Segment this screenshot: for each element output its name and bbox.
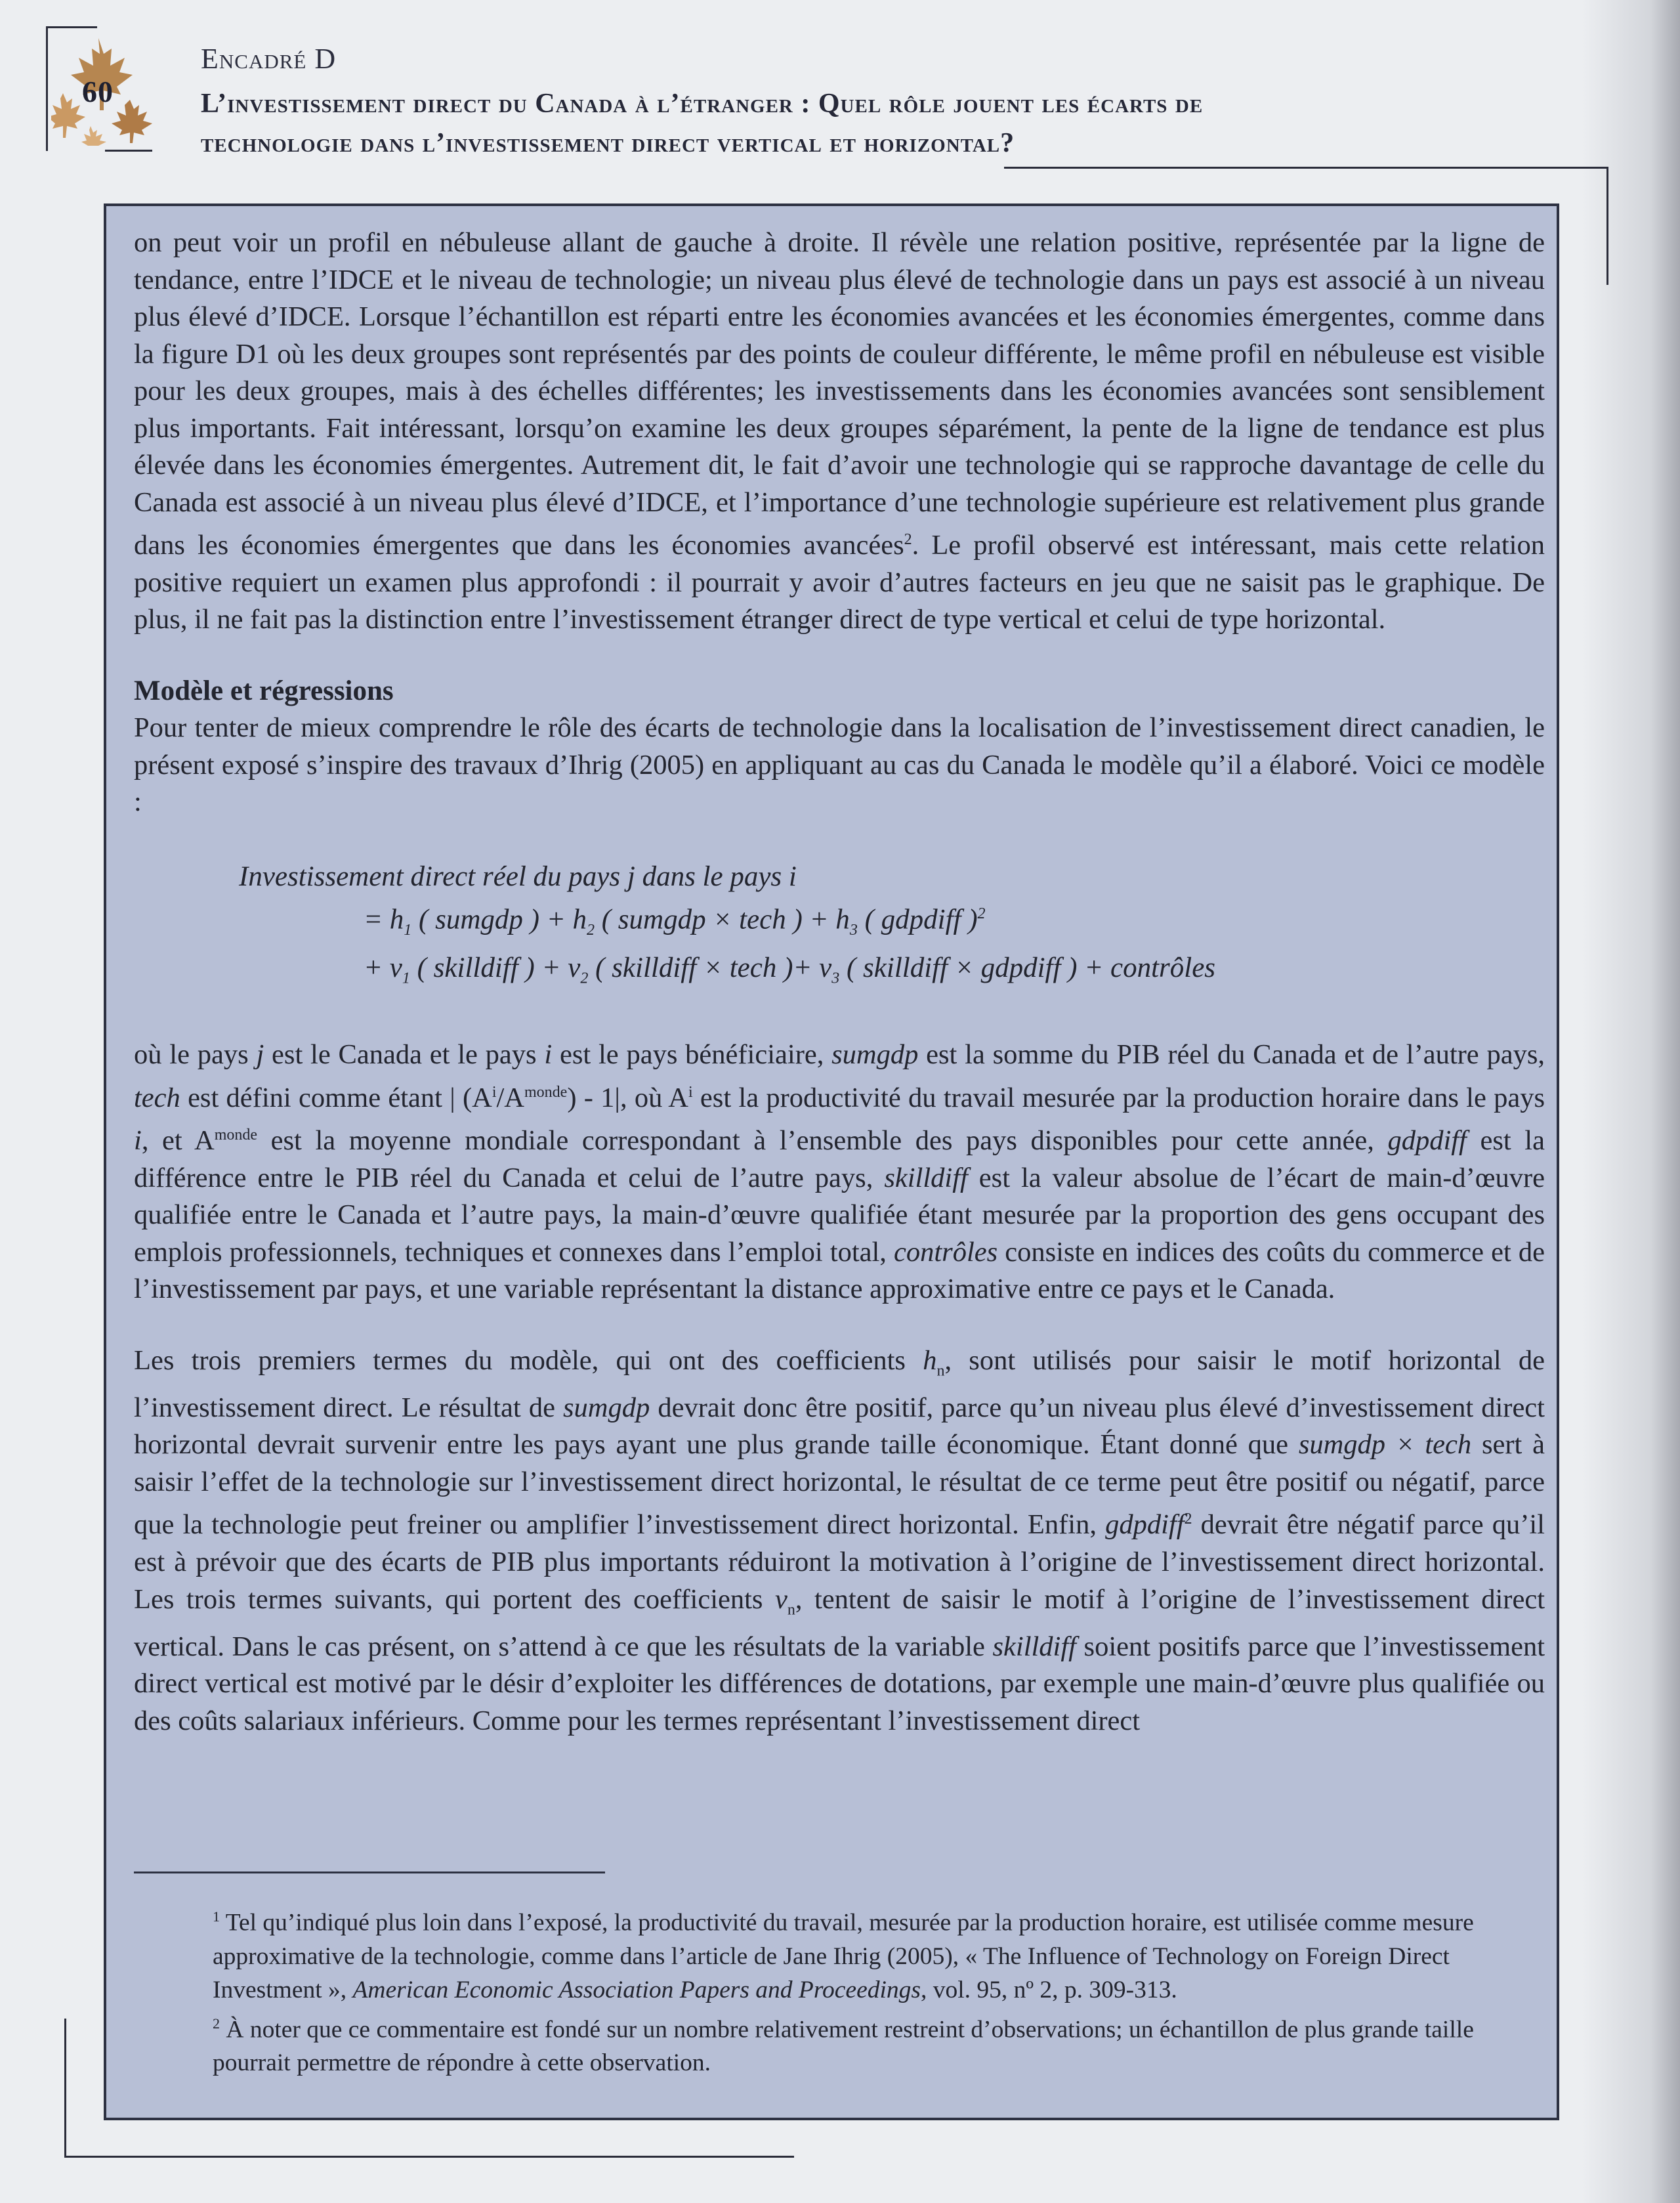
footnotes <box>213 1900 1532 2080</box>
frame-line-header-right <box>1004 167 1608 169</box>
frame-line-left-bottom-short <box>105 150 152 152</box>
equation-line-2: = $h_1$ ( sumgdp ) + $h_2$ ( sumgdp × tech ) + $h_3$ ( gdpdiff )$^2$ <box>364 903 986 939</box>
box-label: Encadré D <box>201 43 337 75</box>
frame-line-top-short <box>46 26 97 28</box>
paragraph-3: où le pays j est le Canada et le pays i est le pays bénéficiaire, sumgdp est la somme du PIB réel du Canada et de l’autre pays, tech est défini comme étant | $(A^i/A^{monde}) - 1|$, où $A^i$ est la productivité du travail mesurée par la production horaire dans le pays i, et $A^{monde}$ est la moyenne mondiale correspondant à l’ensemble des pays disponibles pour cette année, gdpdiff est la différence entre le PIB réel du Canada et celui de l’autre pays, skilldiff est la valeur absolue de l’écart de main-d’œuvre qualifiée entre le Canada et l’autre pays, la main-d’œuvre qualifiée étant mesurée par la proportion des gens occupant des emplois professionnels, techniques et connexes dans l’emploi total, contrôles consiste en indices des coûts du commerce et de l’investissement par pays, et une variable représentant la distance approximative entre ce pays et le Canada. <box>134 1039 1545 1305</box>
paragraph-4: Les trois premiers termes du modèle, qui ont des coefficients $h_n$, sont utilisés pour saisir le motif horizontal de l’investissement direct. Le résultat de sumgdp devrait donc être positif, parce qu’un niveau plus élevé d’investissement direct horizontal devrait survenir entre les pays ayant une plus grande taille économique. Étant donné que sumgdp × tech sert à saisir l’effet de la technologie sur l’investissement direct horizontal, le résultat de ce terme peut être positif ou négatif, parce que la technologie peut freiner ou amplifier l’investissement direct horizontal. Enfin, gdpdiff$^2$ devrait être négatif parce qu’il est à prévoir que des écarts de PIB plus importants réduiront la motivation à l’origine de l’investissement direct horizontal. Les trois termes suivants, qui portent des coefficients $v_n$, tentent de saisir le motif à l’origine de l’investissement direct vertical. Dans le cas présent, on s’attend à ce que les résultats de la variable skilldiff soient positifs parce que l’investissement direct vertical est motivé par le désir d’exploiter les différences de dotations, par exemple une main-d’œuvre plus qualifiée ou des coûts salariaux inférieurs. Comme pour les termes représentant l’investissement direct <box>134 1344 1545 1736</box>
model-equation <box>134 858 1545 998</box>
frame-line-top-left <box>46 26 48 151</box>
frame-line-bottom-left-vertical <box>64 2019 66 2156</box>
box-title-line-1: L’investissement direct du Canada à l’étranger : Quel rôle jouent les écarts de <box>201 89 1204 119</box>
box-content <box>134 225 1545 1740</box>
box-title <box>201 84 1382 163</box>
frame-line-bottom <box>64 2156 794 2158</box>
frame-line-right-vertical <box>1606 167 1608 285</box>
section-heading: Modèle et régressions <box>134 675 394 706</box>
footnote-2: $^2$ À noter que ce commentaire est fondé sur un nombre relativement restreint d’observations; un échantillon de plus grande taille pourrait permettre de répondre à cette observation. <box>213 2015 1474 2076</box>
equation-line-1: Investissement direct réel du pays j dans le pays i <box>239 861 797 892</box>
footnote-ref-2[interactable]: 2 <box>904 531 912 548</box>
page-number: 60 <box>82 75 114 108</box>
paragraph-1: on peut voir un profil en nébuleuse allant de gauche à droite. Il révèle une relation positive, représentée par la ligne de tendance, entre l’IDCE et le niveau de technologie; un niveau plus élevé de technologie dans un pays est associé à un niveau plus élevé d’IDCE. Lorsque l’échantillon est réparti entre les économies avancées et les économies émergentes, comme dans la figure D1 où les deux groupes sont représentés par des points de couleur différente, le même profil en nébuleuse est visible pour les deux groupes, mais à des échelles différentes; les investissements dans les économies avancées sont sensiblement plus importants. Fait intéressant, lorsqu’on examine les deux groupes séparément, la pente de la ligne de tendance est plus élevée dans les économies émergentes. Autrement dit, le fait d’avoir une technologie qui se rapproche davantage de celle du Canada est associé à un niveau plus élevé d’IDCE, et l’importance d’une technologie supérieure est relativement plus grande dans les économies émergentes que dans les économies avancées$^2$. Le profil observé est intéressant, mais cette relation positive requiert un examen plus approfondi : il pourrait y avoir d’autres facteurs en jeu que ne saisit pas le graphique. De plus, il ne fait pas la distinction entre l’investissement étranger direct de type vertical et celui de type horizontal. <box>134 227 1545 635</box>
equation-line-3: + $v_1$ ( skilldiff ) + $v_2$ ( skilldiff × tech )+ $v_3$ ( skilldiff × gdpdiff ) + contrôles <box>364 952 1216 987</box>
page-gutter-shadow <box>1582 0 1680 2203</box>
paragraph-2: Pour tenter de mieux comprendre le rôle des écarts de technologie dans la localisation de l’investissement direct canadien, le présent exposé s’inspire des travaux d’Ihrig (2005) en appliquant au cas du Canada le modèle qu’il a élaboré. Voici ce modèle : <box>134 712 1545 818</box>
shaded-text-box <box>104 203 1559 2120</box>
box-title-line-2: technologie dans l’investissement direct vertical et horizontal? <box>201 128 1015 158</box>
footnote-divider <box>134 1871 605 1873</box>
footnote-1: $^1$ Tel qu’indiqué plus loin dans l’exposé, la productivité du travail, mesurée par la production horaire, est utilisée comme mesure approximative de la technologie, comme dans l’article de Jane Ihrig (2005), « The Influence of Technology on Foreign Direct Investment », American Economic Association Papers and Proceedings, vol. 95, nº 2, p. 309-313. <box>213 1908 1474 2003</box>
